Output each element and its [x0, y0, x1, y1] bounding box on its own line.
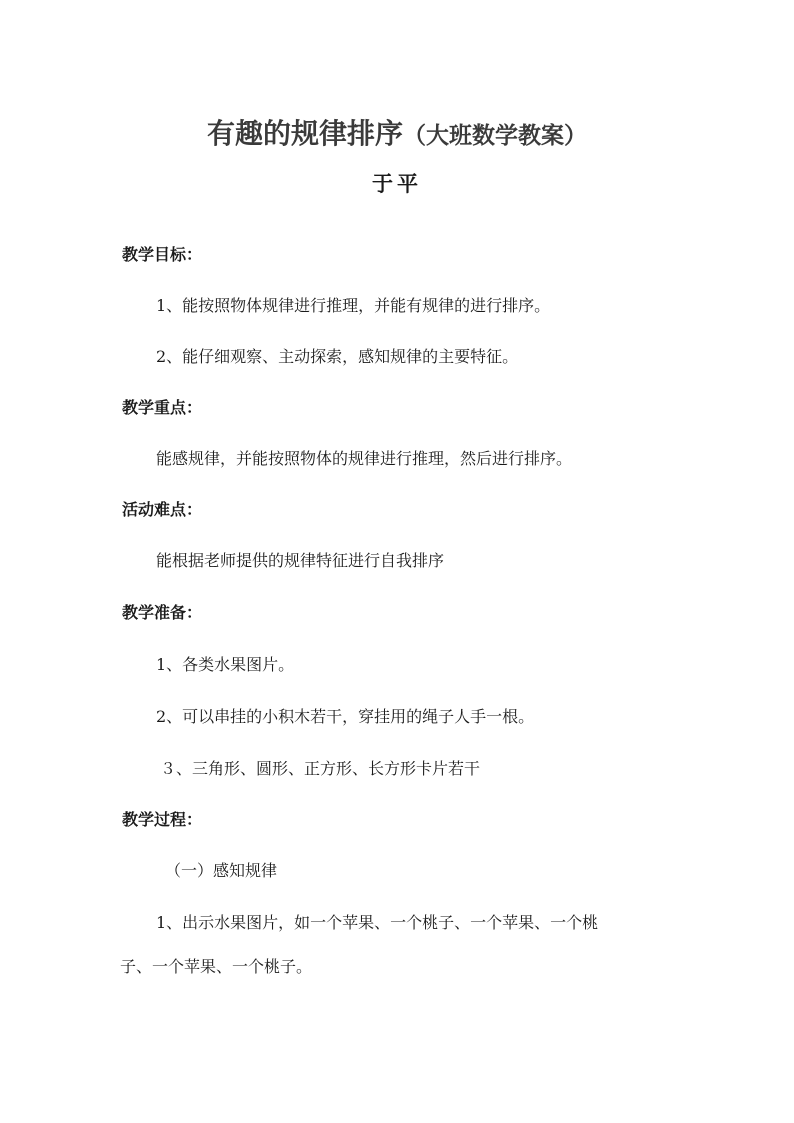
title-main: 有趣的规律排序	[206, 117, 403, 150]
goal-item: 2、能仔细观察、主动探索，感知规律的主要特征。	[156, 347, 519, 366]
preparation-item: 1、各类水果图片。	[156, 655, 295, 674]
key-points-text: 能感规律，并能按照物体的规律进行推理，然后进行排序。	[156, 449, 573, 468]
process-step-title: （一）感知规律	[165, 861, 278, 880]
difficulty-text: 能根据老师提供的规律特征进行自我排序	[156, 551, 445, 570]
goals-heading: 教学目标：	[122, 245, 203, 264]
difficulty-heading: 活动难点：	[122, 500, 203, 519]
process-step-text: 1、出示水果图片，如一个苹果、一个桃子、一个苹果、一个桃	[156, 913, 599, 932]
goal-item: 1、能按照物体规律进行推理，并能有规律的进行排序。	[156, 296, 551, 315]
preparation-item: ３、三角形、圆形、正方形、长方形卡片若干	[160, 759, 481, 778]
document-title	[0, 112, 794, 152]
preparation-item: 2、可以串挂的小积木若干，穿挂用的绳子人手一根。	[156, 707, 535, 726]
preparation-heading: 教学准备：	[122, 603, 203, 622]
process-step-text-continued: 子、一个苹果、一个桃子。	[120, 957, 313, 976]
author-name: 于平	[372, 172, 422, 196]
key-points-heading: 教学重点：	[122, 398, 203, 417]
process-heading: 教学过程：	[122, 810, 203, 829]
title-subtitle: （大班数学教案）	[403, 123, 587, 149]
